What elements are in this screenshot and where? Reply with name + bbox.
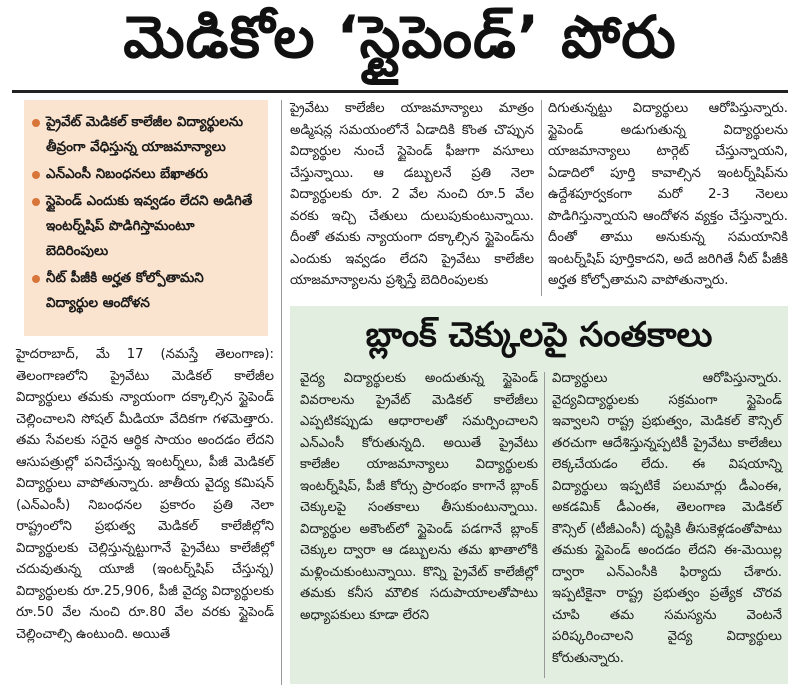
highlight-item [32, 189, 260, 264]
highlight-item [32, 110, 260, 160]
sidebar-column-1 [300, 368, 538, 680]
column-divider [281, 100, 282, 685]
bullet-icon [32, 275, 40, 283]
article-column-2 [290, 98, 534, 298]
sidebar-title: బ్లాంక్ చెక్కులపై సంతకాలు [365, 315, 713, 355]
highlight-text: నీట్ పీజీకి అర్హత కోల్పోతామని విద్యార్థుల ఆందోళన [46, 270, 204, 311]
sidebar-divider [544, 372, 545, 678]
highlight-text: ఎన్ఎంసీ నిబంధనలు బేఖాతరు [46, 166, 208, 182]
sidebar-text-1: వైద్య విద్యార్థులకు అందుతున్న స్టైపెండ్ వివరాలను ప్రైవేట్ మెడికల్ కాలేజీలు ఎప్పటికప్పుడు ఆధారాలతో సమర్పించాలని ఎన్ఎంసీ కోరుతున్నది. అయితే ప్రైవేటు కాలేజీల యాజమాన్యాలు విద్యార్థులకు ఇంటర్న్‌షిప్, పీజీ కోర్సు ప్రారంభం కాగానే బ్లాంక్ చెక్కులపై సంతకాలు తీసుకుంటున్నాయి. విద్యార్థుల అకౌంట్‌లో స్టైపెండ్ పడగానే బ్లాంక్ చెక్కుల ద్వారా ఆ డబ్బులను తమ ఖాతాలోకి మళ్లించుకుంటున్నాయి. కొన్ని ప్రైవేట్ కాలేజీల్లో తమకు కనీస మౌలిక సదుపాయాలతోపాటు అధ్యాపకులు కూడా లేరని [300, 371, 538, 623]
headline-rule [12, 90, 788, 93]
article-column-1 [16, 344, 274, 684]
article-text-3: దిగుతున్నట్టు విద్యార్థులు ఆరోపిస్తున్నారు. స్టైపెండ్ అడుగుతున్న విద్యార్థులను యాజమాన్యాలు టార్గెట్ చేస్తున్నాయని, ఏడాదిలో పూర్తి కావాల్సిన ఇంటర్న్‌షిప్‌ను ఉద్దేశపూర్వకంగా మరో 2-3 నెలలు పొడిగిస్తున్నాయని ఆందోళన వ్యక్తం చేస్తున్నారు. దీంతో తాము అనుకున్న సమయానికి ఇంటర్న్‌షిప్ పూర్తికాదని, అదే జరిగితే నీట్ పీజీకి అర్హత కోల్పోతామని వాపోతున్నారు. [548, 101, 788, 288]
column-divider [541, 100, 542, 296]
bullet-icon [32, 198, 40, 206]
highlight-text: ప్రైవేట్ మెడికల్ కాలేజీల విద్యార్థులను తీవ్రంగా వేధిస్తున్న యాజమాన్యాలు [46, 114, 244, 155]
sidebar-column-2 [552, 368, 782, 680]
bullet-icon [32, 171, 40, 179]
headline: మెడికోల ‘స్టైపెండ్’ పోరు [123, 2, 677, 71]
highlight-text: స్టైపెండ్ ఎందుకు ఇవ్వడం లేదని అడిగితే ఇంటర్న్‌షిప్ పొడిగిస్తామంటూ బెదిరింపులు [46, 193, 253, 259]
article-column-3 [548, 98, 788, 298]
article-text-1: హైదరాబాద్, మే 17 (నమస్తే తెలంగాణ): తెలంగాణలోని ప్రైవేటు మెడికల్ కాలేజీల విద్యార్థులు తమకు న్యాయంగా దక్కాల్సిన స్టైపెండ్ చెల్లించాలని సోషల్ మీడియా వేదికగా గళమెత్తారు. తమ సేవలకు సరైన ఆర్థిక సాయం అందడం లేదని ఆసుపత్రుల్లో పనిచేస్తున్న ఇంటర్న్‌లు, పీజీ మెడికల్ విద్యార్థులు వాపోతున్నారు. జాతీయ వైద్య కమిషన్ (ఎన్ఎంసీ) నిబంధనల ప్రకారం ప్రతి నెలా రాష్ట్రంలోని ప్రభుత్వ మెడికల్ కాలేజీల్లోని విద్యార్థులకు చెల్లిస్తున్నట్టుగానే ప్రైవేటు కాలేజీల్లో చదువుతున్న యూజీ (ఇంటర్న్‌షిప్ చేస్తున్న) విద్యార్థులకు రూ.25,906, పీజీ వైద్య విద్యార్థులకు రూ.50 వేల నుంచి రూ.80 వేల వరకు స్టైపెండ్ చెల్లించాల్సి ఉంటుంది. అయితే [16, 347, 274, 642]
article-text-2: ప్రైవేటు కాలేజీల యాజమాన్యాలు మాత్రం అడ్మిషన్ల సమయంలోనే ఏడాదికి కొంత చొప్పున విద్యార్థుల నుంచే స్టైపెండ్ ఫీజుగా వసూలు చేస్తున్నాయి. ఆ డబ్బులనే ప్రతి నెలా విద్యార్థులకు రూ. 2 వేల నుంచి రూ.5 వేల వరకు ఇచ్చి చేతులు దులుపుకుంటున్నాయి. దీంతో తమకు న్యాయంగా దక్కాల్సిన స్టైపెండ్‌ను ఎందుకు ఇవ్వడం లేదని ప్రైవేటు కాలేజీల యాజమాన్యాలను ప్రశ్నిస్తే బెదిరింపులకు [290, 101, 534, 288]
sidebar-text-2: విద్యార్థులు ఆరోపిస్తున్నారు. వైద్యవిద్యార్థులకు సక్రమంగా స్టైపెండ్ ఇవ్వాలని రాష్ట్ర ప్రభుత్వం, మెడికల్ కౌన్సిల్ తరచుగా ఆదేశిస్తున్నప్పటికీ ప్రైవేటు కాలేజీలు లెక్కచేయడం లేదు. ఈ విషయాన్ని విద్యార్థులు ఇప్పటికే పలుమార్లు డీఎంఈ, అకడమిక్ డీఎంఈ, తెలంగాణ మెడికల్ కౌన్సిల్ (టీజీఎంసీ) దృష్టికి తీసుకెళ్లడంతోపాటు తమకు స్టైపెండ్ అందడం లేదని ఈ-మెయిల్ల ద్వారా ఎన్ఎంసీకి ఫిర్యాదు చేశారు. ఇప్పటికైనా రాష్ట్ర ప్రభుత్వం ప్రత్యేక చొరవ చూపి తమ సమస్యను వెంటనే పరిష్కరించాలని వైద్య విద్యార్థులు కోరుతున్నారు. [552, 371, 782, 666]
highlights-box [24, 100, 268, 336]
bullet-icon [32, 119, 40, 127]
highlight-item [32, 266, 260, 316]
highlight-item [32, 162, 260, 187]
